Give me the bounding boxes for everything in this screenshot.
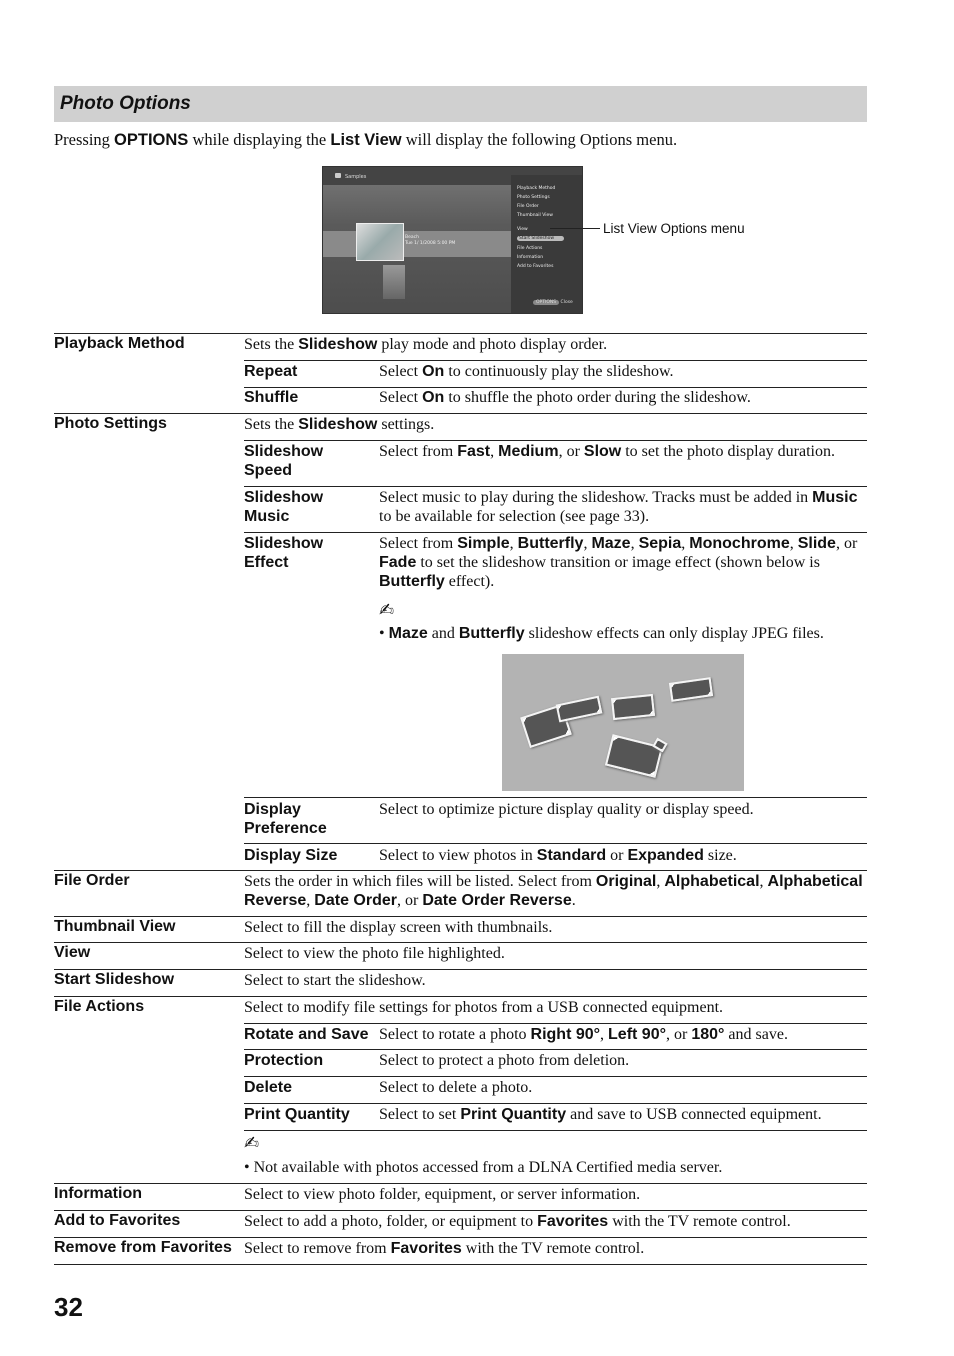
screenshot-menu-item: File Order bbox=[517, 204, 539, 209]
suboption-delete: Delete bbox=[244, 1079, 293, 1096]
table-rule bbox=[244, 440, 867, 441]
screenshot-photo-date: Tue 1/ 1/2008 5:00 PM bbox=[405, 241, 456, 246]
table-rule bbox=[54, 870, 867, 871]
option-view: View bbox=[54, 944, 91, 961]
option-description: Sets the order in which files will be listed. Select from Original, Alphabetical, Alphabetical Reverse, Date Order, or Date Order Reverse. bbox=[244, 873, 863, 909]
section-title: Photo Options bbox=[60, 93, 191, 114]
list-view-options-screenshot bbox=[322, 166, 583, 314]
option-playback-method: Playback Method bbox=[54, 335, 185, 352]
screenshot-folder-name: Samples bbox=[345, 174, 367, 180]
screenshot-menu-item: File Actions bbox=[517, 246, 543, 251]
table-rule bbox=[54, 996, 867, 997]
callout-leader-line bbox=[550, 228, 600, 229]
option-description: Select to remove from Favorites with the TV remote control. bbox=[244, 1240, 645, 1257]
suboption-description: Select from Fast, Medium, or Slow to set the photo display duration. bbox=[379, 443, 835, 460]
table-rule bbox=[244, 1023, 867, 1024]
intro-text: Pressing bbox=[54, 130, 115, 149]
suboption-print-quantity: Print Quantity bbox=[244, 1106, 350, 1123]
options-keyword: OPTIONS bbox=[114, 131, 189, 149]
option-file-actions: File Actions bbox=[54, 998, 145, 1015]
table-rule bbox=[244, 843, 867, 844]
note-text: • Not available with photos accessed from a DLNA Certified media server. bbox=[244, 1159, 723, 1176]
screenshot-photo-title: Beach bbox=[405, 235, 419, 240]
table-rule bbox=[54, 413, 867, 414]
suboption-description: Select On to continuously play the slideshow. bbox=[379, 363, 674, 380]
screenshot-menu-item: Thumbnail View bbox=[517, 213, 553, 218]
option-add-to-favorites: Add to Favorites bbox=[54, 1212, 181, 1229]
butterfly-effect-image bbox=[502, 654, 744, 791]
screenshot-close-hint bbox=[533, 300, 573, 305]
screenshot-photo-thumbnail bbox=[383, 265, 405, 299]
close-label: Close bbox=[560, 300, 573, 305]
note-text: • Maze and Butterfly slideshow effects can only display JPEG files. bbox=[379, 625, 824, 642]
table-rule bbox=[244, 1076, 867, 1077]
pencil-note-icon: ✍ bbox=[379, 600, 395, 621]
intro-paragraph bbox=[54, 130, 677, 150]
floating-photo bbox=[611, 694, 655, 720]
suboption-description: Select to optimize picture display quality or display speed. bbox=[379, 801, 754, 818]
suboption-description: Select On to shuffle the photo order during the slideshow. bbox=[379, 389, 751, 406]
screenshot-menu-item: Playback Method bbox=[517, 186, 556, 191]
suboption-description: Select to protect a photo from deletion. bbox=[379, 1052, 630, 1069]
floating-photo bbox=[669, 677, 713, 702]
option-description: Sets the Slideshow settings. bbox=[244, 416, 435, 433]
suboption-repeat: Repeat bbox=[244, 363, 298, 380]
option-description: Select to start the slideshow. bbox=[244, 972, 426, 989]
option-description: Select to view photo folder, equipment, or server information. bbox=[244, 1186, 641, 1203]
table-rule bbox=[244, 1049, 867, 1050]
suboption-display-size: Display Size bbox=[244, 847, 338, 864]
screenshot-menu-item: Information bbox=[517, 255, 544, 260]
page-number: 32 bbox=[54, 1292, 83, 1322]
table-rule bbox=[244, 360, 867, 361]
table-rule bbox=[244, 486, 867, 487]
intro-text: will display the following Options menu. bbox=[401, 130, 678, 149]
suboption-rotate-and-save: Rotate and Save bbox=[244, 1026, 369, 1043]
suboption-shuffle: Shuffle bbox=[244, 389, 299, 406]
table-rule bbox=[54, 942, 867, 943]
screenshot-options-menu bbox=[511, 175, 582, 313]
table-rule bbox=[244, 797, 867, 798]
screenshot-photo-thumbnail bbox=[356, 223, 404, 261]
table-rule bbox=[244, 1103, 867, 1104]
option-thumbnail-view: Thumbnail View bbox=[54, 918, 176, 935]
table-rule bbox=[54, 1210, 867, 1211]
option-description: Select to modify file settings for photos from a USB connected equipment. bbox=[244, 999, 724, 1016]
option-information: Information bbox=[54, 1185, 142, 1202]
suboption-description: Select to set Print Quantity and save to USB connected equipment. bbox=[379, 1106, 822, 1123]
suboption-description: Select to delete a photo. bbox=[379, 1079, 533, 1096]
pencil-note-icon: ✍ bbox=[244, 1133, 260, 1154]
option-description: Select to add a photo, folder, or equipment to Favorites with the TV remote control. bbox=[244, 1213, 791, 1230]
option-start-slideshow: Start Slideshow bbox=[54, 971, 175, 988]
table-rule bbox=[54, 969, 867, 970]
suboption-protection: Protection bbox=[244, 1052, 324, 1069]
table-rule bbox=[54, 333, 867, 334]
table-rule bbox=[244, 532, 867, 533]
option-photo-settings: Photo Settings bbox=[54, 415, 167, 432]
suboption-slideshow-effect: Slideshow Effect bbox=[244, 535, 324, 571]
callout-label: List View Options menu bbox=[603, 221, 745, 236]
option-description: Select to fill the display screen with thumbnails. bbox=[244, 919, 553, 936]
suboption-description: Select from Simple, Butterfly, Maze, Sepia, Monochrome, Slide, or Fade to set the slideshow transition or image effect (shown below is Butterfly effect). bbox=[379, 535, 858, 590]
suboption-slideshow-speed: Slideshow Speed bbox=[244, 443, 324, 479]
options-key-icon: OPTIONS bbox=[533, 300, 559, 305]
table-rule bbox=[244, 1130, 867, 1131]
intro-text: while displaying the bbox=[188, 130, 331, 149]
screenshot-menu-item: Photo Settings bbox=[517, 195, 550, 200]
screenshot-photo-info bbox=[405, 235, 455, 247]
screenshot-menu-item: View bbox=[517, 227, 528, 232]
table-rule bbox=[54, 1264, 867, 1265]
option-file-order: File Order bbox=[54, 872, 130, 889]
screenshot-menu-item-selected: Start Slideshow bbox=[517, 236, 564, 241]
option-remove-from-favorites: Remove from Favorites bbox=[54, 1239, 232, 1256]
table-rule bbox=[54, 916, 867, 917]
section-heading-bar bbox=[54, 86, 867, 122]
suboption-description: Select to view photos in Standard or Expanded size. bbox=[379, 847, 737, 864]
floating-photo bbox=[556, 696, 603, 723]
table-rule bbox=[54, 1183, 867, 1184]
list-view-keyword: List View bbox=[330, 131, 402, 149]
camera-icon bbox=[335, 173, 341, 178]
option-description: Sets the Slideshow play mode and photo display order. bbox=[244, 336, 608, 353]
suboption-display-preference: Display Preference bbox=[244, 801, 327, 837]
screenshot-menu-item: Add to Favorites bbox=[517, 264, 554, 269]
option-description: Select to view the photo file highlighted. bbox=[244, 945, 505, 962]
table-rule bbox=[54, 1237, 867, 1238]
suboption-slideshow-music: Slideshow Music bbox=[244, 489, 324, 525]
suboption-description: Select music to play during the slideshow. Tracks must be added in Music to be available for selection (see page 33). bbox=[379, 489, 858, 525]
suboption-description: Select to rotate a photo Right 90°, Left 90°, or 180° and save. bbox=[379, 1026, 788, 1043]
